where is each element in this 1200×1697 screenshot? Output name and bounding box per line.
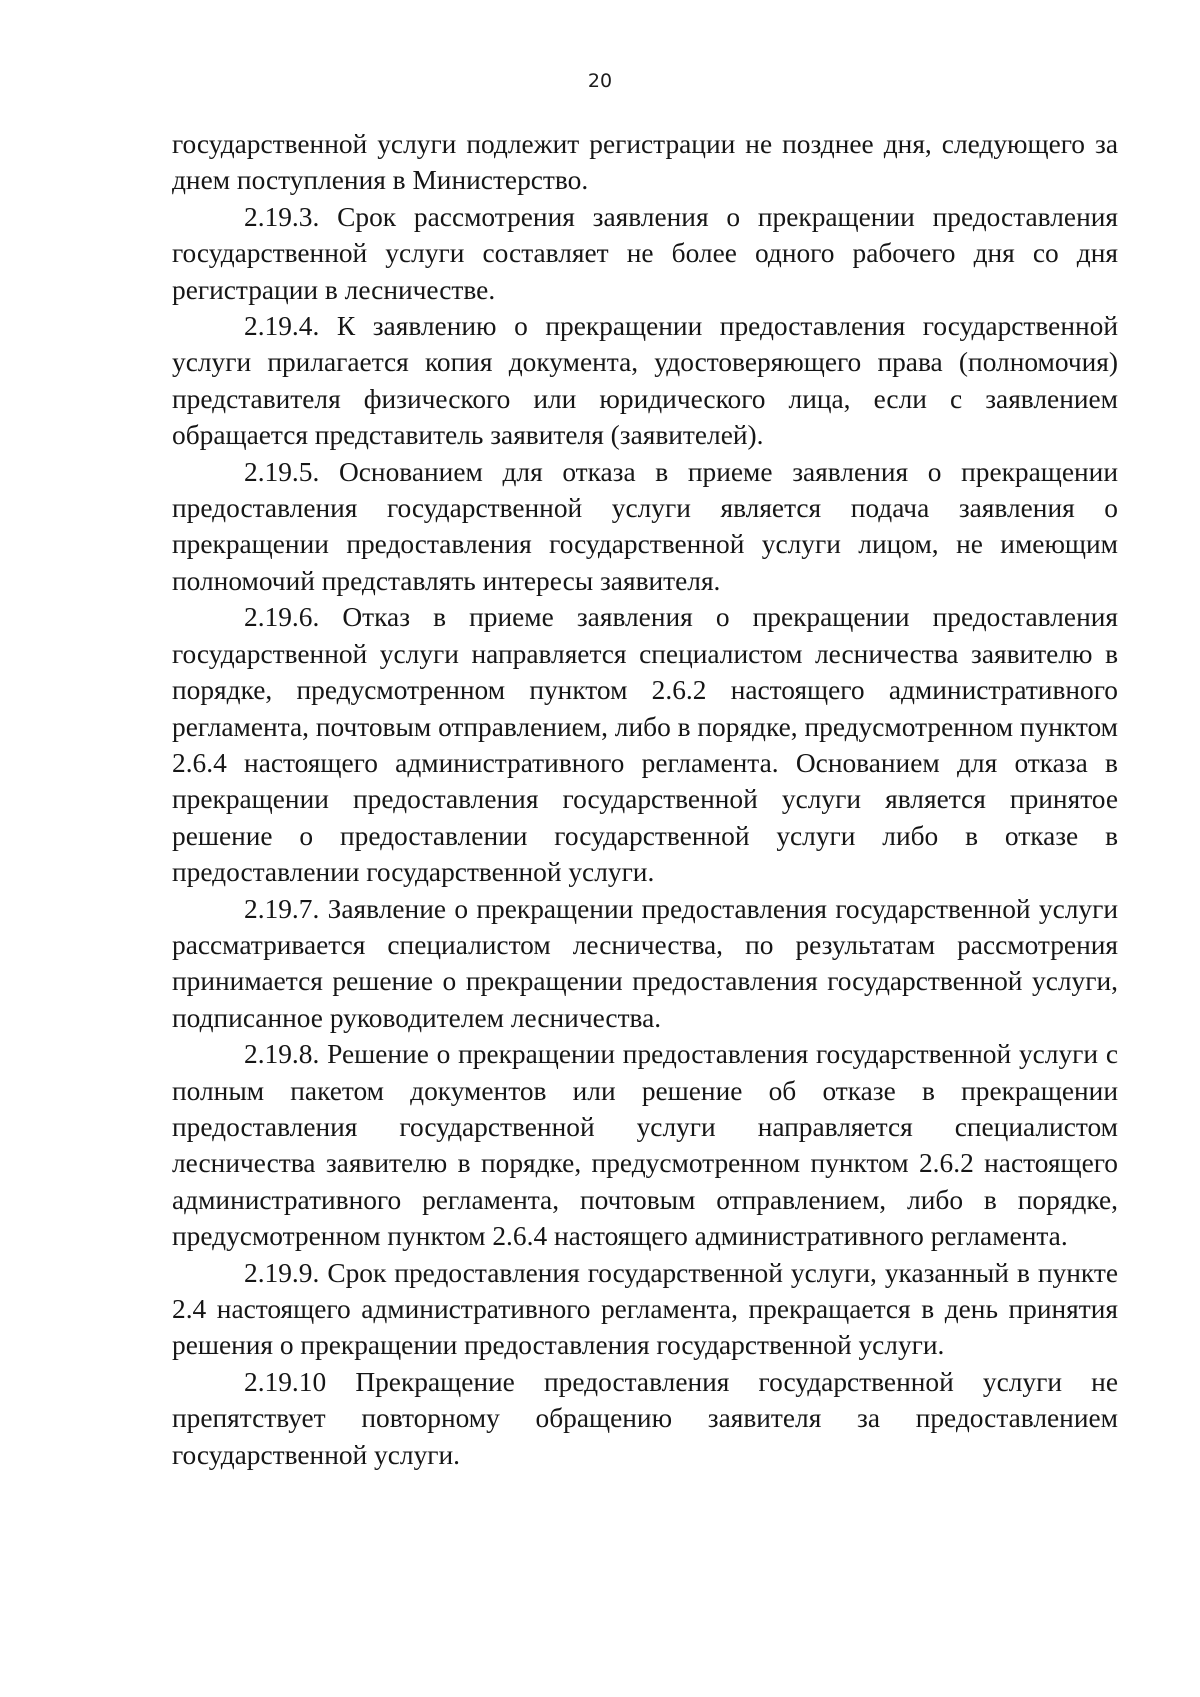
- paragraph-2-19-7: 2.19.7. Заявление о прекращении предоставления государственной услуги рассматривается специалистом лесничества, по результатам рассмотрения принимается решение о прекращении предоставления государственной услуги, подписанное руководителем лесничества.: [172, 893, 1118, 1033]
- paragraph-continuation: государственной услуги подлежит регистрации не позднее дня, следующего за днем поступления в Министерство.: [172, 129, 1118, 196]
- paragraph-2-19-5: 2.19.5. Основанием для отказа в приеме заявления о прекращении предоставления государственной услуги является подача заявления о прекращении предоставления государственной услуги лицом, не имеющим полномочий представлять интересы заявителя.: [172, 456, 1118, 596]
- document-body: [172, 126, 1118, 1473]
- paragraph-2-19-3: 2.19.3. Срок рассмотрения заявления о прекращении предоставления государственной услуги составляет не более одного рабочего дня со дня регистрации в лесничестве.: [172, 201, 1118, 305]
- paragraph-2-19-4: 2.19.4. К заявлению о прекращении предоставления государственной услуги прилагается копия документа, удостоверяющего права (полномочия) представителя физического или юридического лица, если с заявлением обращается представитель заявителя (заявителей).: [172, 311, 1118, 451]
- paragraph-2-19-8: 2.19.8. Решение о прекращении предоставления государственной услуги с полным пакетом документов или решение об отказе в прекращении предоставления государственной услуги направляется специалистом лесничества заявителю в порядке, предусмотренном пунктом 2.6.2 настоящего административного регламента, почтовым отправлением, либо в порядке, предусмотренном пунктом 2.6.4 настоящего административного регламента.: [172, 1039, 1118, 1252]
- paragraph-2-19-9: 2.19.9. Срок предоставления государственной услуги, указанный в пункте 2.4 настоящего административного регламента, прекращается в день принятия решения о прекращении предоставления государственной услуги.: [172, 1257, 1118, 1361]
- page-number: 20: [587, 70, 613, 92]
- paragraph-2-19-10: 2.19.10 Прекращение предоставления государственной услуги не препятствует повторному обращению заявителя за предоставлением государственной услуги.: [172, 1366, 1118, 1470]
- paragraph-2-19-6: 2.19.6. Отказ в приеме заявления о прекращении предоставления государственной услуги направляется специалистом лесничества заявителю в порядке, предусмотренном пунктом 2.6.2 настоящего административного регламента, почтовым отправлением, либо в порядке, предусмотренном пунктом 2.6.4 настоящего административного регламента. Основанием для отказа в прекращении предоставления государственной услуги является принятое решение о предоставлении государственной услуги либо в отказе в предоставлении государственной услуги.: [172, 602, 1118, 888]
